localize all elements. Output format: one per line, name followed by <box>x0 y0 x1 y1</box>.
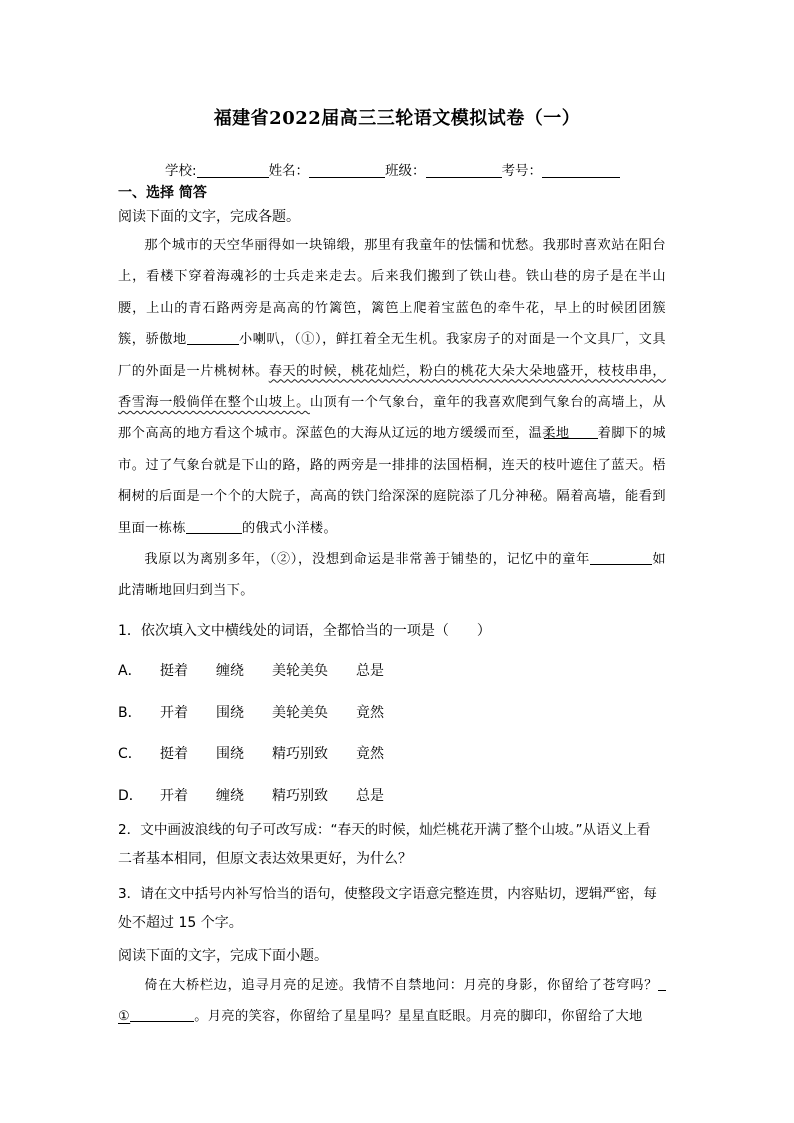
option-word: 总是 <box>356 663 384 679</box>
option-word: 开着 <box>160 788 188 804</box>
question-1-stem: 1．依次填入文中横线处的词语，全都恰当的一项是（ ） <box>118 623 491 639</box>
option-word: 总是 <box>356 788 384 804</box>
option-d[interactable] <box>118 785 384 805</box>
school-label: 学校: <box>165 163 197 179</box>
section-heading: 一、选择 简答 <box>118 185 207 201</box>
option-letter: D． <box>118 788 143 804</box>
question-3-line: 处不超过 15 个字。 <box>118 915 243 931</box>
fill-blank-2 <box>544 426 598 439</box>
fill-blank-4 <box>590 552 652 565</box>
passage-text: 那个城市的天空华丽得如一块锦缎，那里有我童年的怯懦和忧愁。我那时喜欢站在阳台上，看楼下穿着海魂衫的士兵走来走去。后来我们搬到了铁山巷。铁山巷的房子是在半山腰，上山的青石路两旁是高高的竹篱笆，篱笆上爬着宝蓝色的牵牛花，早上的时候团团簇簇，骄傲地 <box>118 238 666 348</box>
class-label: 班级： <box>385 163 426 179</box>
option-c[interactable] <box>118 743 384 763</box>
fill-blank-6 <box>130 1009 194 1022</box>
option-word: 缠绕 <box>216 663 244 679</box>
question-3 <box>118 880 678 938</box>
option-word: 挺着 <box>160 746 188 762</box>
question-2-line: 2．文中画波浪线的句子可改写成：“春天的时候，灿烂桃花开满了整个山坡。”从语义上看 <box>118 822 651 838</box>
exam-no-label: 考号： <box>501 163 543 179</box>
wavy-underlined-sentence: 春天的时候，桃花灿烂，粉白的桃花大朵大朵地盛开，枝枝串串，香雪海一般倘佯在整个山坡上。 <box>118 363 666 411</box>
passage-text: 的俄式小洋楼。 <box>241 520 338 536</box>
option-word: 围绕 <box>216 705 244 721</box>
class-blank[interactable] <box>426 163 502 178</box>
option-word: 挺着 <box>160 663 188 679</box>
option-a[interactable] <box>118 660 384 680</box>
option-word: 缠绕 <box>216 788 244 804</box>
passage-text: 我原以为离别多年，（②），没想到命运是非常善于铺垫的，记忆中的童年 <box>144 552 591 568</box>
school-blank[interactable] <box>197 163 269 178</box>
option-word: 精巧别致 <box>272 788 328 804</box>
passage-text: 小喇叭，（①），鲜扛着全无生机。我家房子的对面是一个文具厂，文具厂的外面是一片桃树林。 <box>118 332 666 379</box>
reading-instruction-2: 阅读下面的文字，完成下面小题。 <box>118 948 328 964</box>
name-label: 姓名： <box>268 163 310 179</box>
reading-instruction: 阅读下面的文字，完成各题。 <box>118 209 300 225</box>
question-2-line: 二者基本相同，但原文表达效果更好，为什么？ <box>118 851 412 867</box>
option-word: 开着 <box>160 705 188 721</box>
passage-paragraph <box>118 970 666 1033</box>
option-word: 围绕 <box>216 746 244 762</box>
option-letter: C． <box>118 746 142 762</box>
reading-passage-1 <box>118 230 666 607</box>
blank-marker: ① <box>118 1009 131 1025</box>
fill-blank-5 <box>658 978 666 991</box>
question-2 <box>118 816 678 874</box>
passage-text: 如此清晰地回归到当下。 <box>118 552 666 599</box>
option-word: 美轮美奂 <box>272 663 328 679</box>
page-title: 福建省2022届高三三轮语文模拟试卷（一） <box>213 108 581 129</box>
question-3-line: 3．请在文中括号内补写恰当的语句，使整段文字语意完整连贯，内容贴切，逻辑严密，每 <box>118 886 657 902</box>
passage-text: 山顶有一个气象台，童年的我喜欢爬到气象台的高墙上，从那个高高的地方看这个城市。深蓝色的大海从辽远的地方缓缓而至，温柔地 <box>118 395 666 442</box>
passage-paragraph <box>118 544 666 607</box>
passage-text: 着脚下的城市。过了气象台就是下山的路，路的两旁是一排排的法国梧桐，连天的枝叶遮住了蓝天。梧桐树的后面是一个个的大院子，高高的铁门给深深的庭院添了几分神秘。隔着高墙，能看到里面一栋栋 <box>118 426 666 536</box>
passage-text: 倚在大桥栏边，追寻月亮的足迹。我情不自禁地问：月亮的身影，你留给了苍穹吗？ <box>144 978 658 993</box>
fill-blank-3 <box>186 521 242 534</box>
option-letter: A． <box>118 663 142 679</box>
option-word: 竟然 <box>356 746 384 762</box>
option-word: 精巧别致 <box>272 746 328 762</box>
fill-blank-1 <box>187 332 239 345</box>
student-info-line <box>165 159 620 179</box>
exam-no-blank[interactable] <box>542 163 620 178</box>
name-blank[interactable] <box>309 163 385 178</box>
option-b[interactable] <box>118 702 384 722</box>
option-word: 美轮美奂 <box>272 705 328 721</box>
passage-text: 。月亮的笑容，你留给了星星吗？星星直眨眼。月亮的脚印，你留给了大地 <box>194 1009 643 1025</box>
option-word: 竟然 <box>356 705 384 721</box>
option-letter: B． <box>118 705 142 721</box>
reading-passage-2 <box>118 970 666 1033</box>
passage-paragraph <box>118 230 666 544</box>
